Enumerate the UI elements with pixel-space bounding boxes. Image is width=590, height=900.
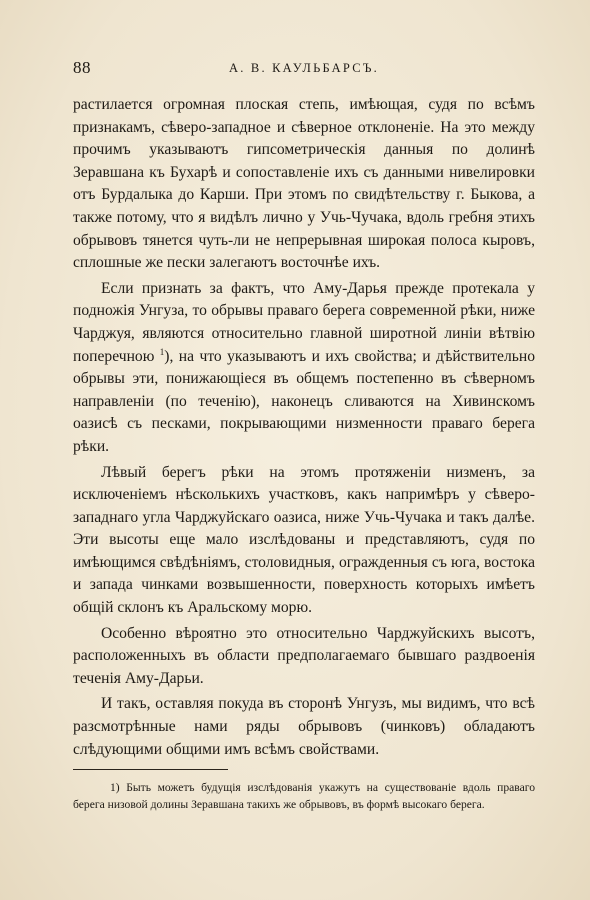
body-text <box>73 94 535 761</box>
page-header <box>73 58 535 82</box>
paragraph-amu-darya-continued: , на что указываютъ и ихъ свойства; и дѣйствительно обрывы эти, понижающіеся въ общемъ постепенно въ сѣверномъ направленіи (по теченію), наконецъ сливаются на Хивинскомъ оазисѣ съ песками, покрывающими низменности праваго берега рѣки. <box>73 347 535 455</box>
paragraph-amu-darya <box>73 278 535 459</box>
paragraph-amu-darya-text: Если признать за фактъ, что Аму-Дарья прежде протекала у подножія Унгуза, то обрывы праваго берега современной рѣки, ниже Чарджуя, являются относительно главной широтной линіи вѣтвію поперечною <box>73 279 535 365</box>
page-number: 88 <box>73 58 91 77</box>
footnote-reference-number: 1 <box>159 346 165 357</box>
footnote-divider <box>73 769 228 770</box>
footnote: 1) Быть можетъ будущія изслѣдованія укажутъ на существованіе вдоль праваго берега низовой долины Зеравшана такихъ же обрывовъ, въ формѣ высокаго берега. <box>73 781 535 811</box>
running-title: А. В. КАУЛЬБАРСЪ. <box>229 61 379 75</box>
paragraph-left-bank: Лѣвый берегъ рѣки на этомъ протяженіи низменъ, за исключеніемъ нѣсколькихъ участковъ, какъ напримѣръ у сѣверо-западнаго угла Чарджуйскаго оазиса, ниже Учь-Чучака и такъ далѣе. Эти высоты еще мало изслѣдованы и представляютъ, судя по имѣющимся свѣдѣніямъ, столовидныя, огражденныя съ юга, востока и запада чинками возвышенности, поверхность которыхъ имѣетъ общій склонъ къ Аральскому морю. <box>73 463 535 617</box>
paragraph-continued: растилается огромная плоская степь, имѣющая, судя по всѣмъ признакамъ, сѣверо-западное и сѣверное отклоненіе. На это между прочимъ указываютъ гипсометрическія данныя по долинѣ Зеравшана къ Бухарѣ и сопоставленіе ихъ съ данными нивелировки отъ Бурдалыка до Карши. При этомъ по свидѣтельству г. Быкова, а также потому, что я видѣлъ лично у Учь-Чучака, вдоль гребня этихъ обрывовъ тянется чуть-ли не непрерывная широкая полоса кыровъ, сплошные же пески залегаютъ восточнѣе ихъ. <box>73 96 535 272</box>
footnote-reference-close: ) <box>164 347 170 365</box>
paragraph-conclusion: И такъ, оставляя покуда въ сторонѣ Унгузъ, мы видимъ, что всѣ разсмотрѣнные нами ряды обрывовъ (чинковъ) обладаютъ слѣдующими общими имъ всѣмъ свойствами. <box>73 695 535 758</box>
paragraph-chardzhui: Особенно вѣроятно это относительно Чарджуйскихъ высотъ, расположенныхъ въ области предполагаемаго бывшаго раздвоенія теченія Аму-Дарьи. <box>73 624 535 687</box>
